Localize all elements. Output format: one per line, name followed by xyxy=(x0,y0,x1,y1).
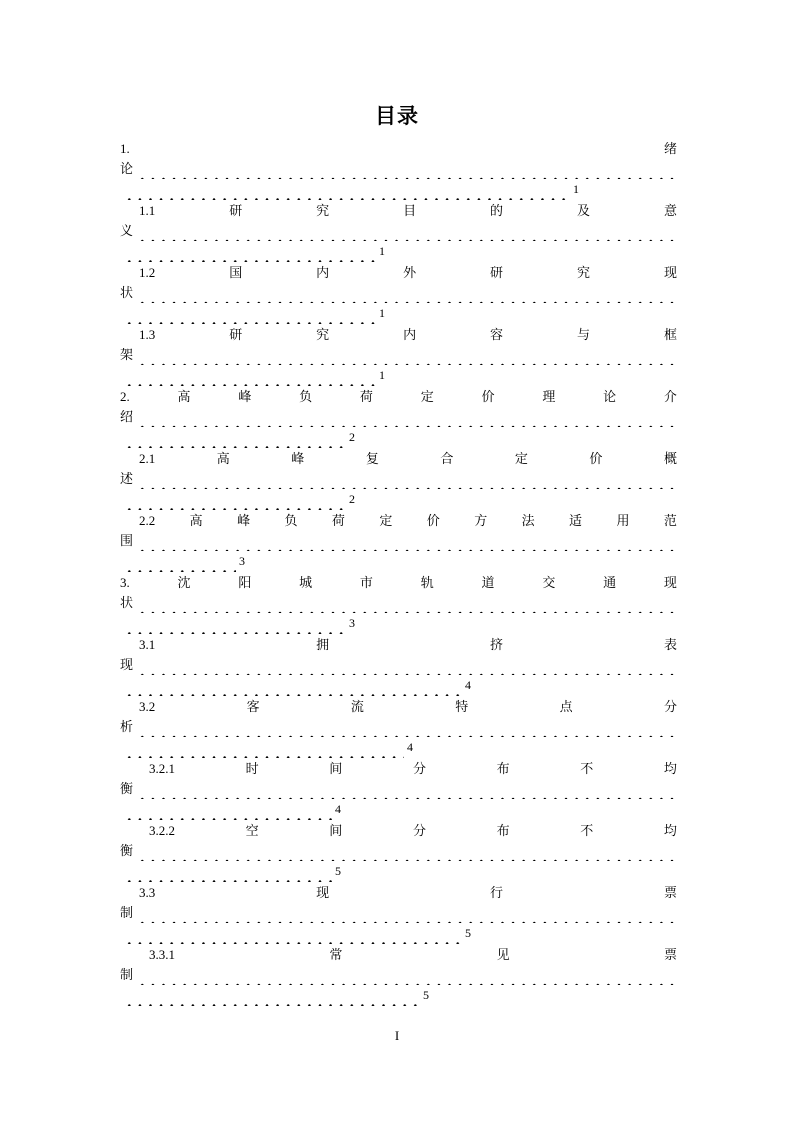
toc-entry-last-char: 衡 xyxy=(120,781,134,796)
toc-entry-char: 意 xyxy=(663,203,677,218)
toc-entry-heading-line xyxy=(120,510,677,531)
dot-leader xyxy=(135,221,677,241)
dot-leader xyxy=(135,345,677,365)
toc-entry-heading-line xyxy=(120,634,677,655)
toc-entry-last-char: 论 xyxy=(120,161,134,176)
toc-entry-leader-line xyxy=(120,407,677,427)
toc-entry-page-line xyxy=(120,799,677,820)
toc-entry-char: 挤 xyxy=(490,637,504,652)
toc-page-number: 3 xyxy=(239,554,245,568)
dot-leader xyxy=(122,303,376,324)
toc-entry[interactable] xyxy=(120,572,677,634)
toc-entry-heading-line xyxy=(120,882,677,903)
dot-leader xyxy=(122,365,376,386)
toc-entry-char: 高 xyxy=(216,451,230,466)
dot-leader xyxy=(135,841,677,861)
table-of-contents xyxy=(120,138,677,1006)
toc-entry-char: 定 xyxy=(379,513,393,528)
toc-entry-char: 客 xyxy=(246,699,260,714)
toc-page-number: 4 xyxy=(407,740,413,754)
dot-leader xyxy=(135,407,677,427)
toc-entry-char: 荷 xyxy=(359,389,373,404)
dot-leader xyxy=(135,531,677,551)
toc-entry-leader-line xyxy=(120,593,677,613)
toc-entry-char: 价 xyxy=(426,513,440,528)
toc-entry-char: 法 xyxy=(521,513,535,528)
toc-entry-last-char: 架 xyxy=(120,347,134,362)
toc-page-number: 3 xyxy=(349,616,355,630)
toc-entry-leader-line xyxy=(120,159,677,179)
toc-entry-last-char: 制 xyxy=(120,967,134,982)
toc-page-number: 1 xyxy=(379,306,385,320)
toc-entry-char: 通 xyxy=(603,575,617,590)
toc-entry[interactable] xyxy=(120,696,677,758)
toc-entry-number: 3.2.2 xyxy=(149,823,175,838)
toc-page-number: 5 xyxy=(423,988,429,1002)
toc-entry-char: 不 xyxy=(580,761,594,776)
toc-entry-char: 介 xyxy=(663,389,677,404)
toc-entry-char: 内 xyxy=(316,265,330,280)
toc-page-number: 2 xyxy=(349,492,355,506)
dot-leader xyxy=(122,799,332,820)
page-footer-number: I xyxy=(394,1028,400,1043)
toc-entry-char: 与 xyxy=(577,327,591,342)
toc-entry-char: 布 xyxy=(496,761,510,776)
toc-entry-number: 2.2 xyxy=(139,513,156,528)
toc-entry-number: 3. xyxy=(120,575,130,590)
toc-entry-char: 阳 xyxy=(238,575,252,590)
toc-entry-char: 高 xyxy=(177,389,191,404)
toc-entry-page-line xyxy=(120,241,677,262)
toc-entry-char: 的 xyxy=(490,203,504,218)
toc-entry-char: 究 xyxy=(577,265,591,280)
toc-entry-char: 价 xyxy=(481,389,495,404)
dot-leader xyxy=(122,613,346,634)
toc-entry-char: 外 xyxy=(403,265,417,280)
toc-entry-char: 道 xyxy=(481,575,495,590)
toc-entry-number: 1.3 xyxy=(139,327,156,342)
toc-entry-page-line xyxy=(120,737,677,758)
toc-entry[interactable] xyxy=(120,386,677,448)
toc-entry-char: 不 xyxy=(580,823,594,838)
toc-entry-page-line xyxy=(120,303,677,324)
dot-leader xyxy=(135,903,677,923)
toc-entry-number: 3.2.1 xyxy=(149,761,175,776)
toc-entry-char: 研 xyxy=(229,203,243,218)
toc-entry-char: 论 xyxy=(603,389,617,404)
toc-entry-char: 及 xyxy=(577,203,591,218)
toc-entry-char: 价 xyxy=(589,451,603,466)
toc-entry-heading-line xyxy=(120,820,677,841)
toc-entry-page-line xyxy=(120,923,677,944)
toc-entry-char: 研 xyxy=(229,327,243,342)
toc-entry-leader-line xyxy=(120,283,677,303)
dot-leader xyxy=(135,779,677,799)
toc-entry-char: 容 xyxy=(490,327,504,342)
toc-entry-number: 2.1 xyxy=(139,451,156,466)
toc-entry-char: 究 xyxy=(316,203,330,218)
dot-leader xyxy=(122,551,236,572)
toc-entry-char: 复 xyxy=(365,451,379,466)
toc-entry-page-line xyxy=(120,613,677,634)
dot-leader xyxy=(135,593,677,613)
toc-entry-char: 特 xyxy=(455,699,469,714)
toc-entry-last-char: 衡 xyxy=(120,843,134,858)
toc-entry-leader-line xyxy=(120,531,677,551)
toc-entry[interactable] xyxy=(120,882,677,944)
toc-entry-char: 用 xyxy=(616,513,630,528)
toc-entry-leader-line xyxy=(120,345,677,365)
toc-entry-char: 交 xyxy=(542,575,556,590)
toc-entry-heading-line xyxy=(120,758,677,779)
toc-entry-last-char: 状 xyxy=(120,595,134,610)
toc-entry-char: 负 xyxy=(299,389,313,404)
toc-entry-char: 见 xyxy=(496,947,510,962)
toc-entry-leader-line xyxy=(120,469,677,489)
toc-entry-char: 票 xyxy=(663,885,677,900)
toc-entry-heading-line xyxy=(120,696,677,717)
toc-entry-char: 理 xyxy=(542,389,556,404)
toc-entry-char: 分 xyxy=(412,761,426,776)
toc-page-number: 2 xyxy=(349,430,355,444)
toc-entry-leader-line xyxy=(120,779,677,799)
dot-leader xyxy=(135,159,677,179)
dot-leader xyxy=(135,469,677,489)
toc-entry-char: 间 xyxy=(329,761,343,776)
toc-entry-heading-line xyxy=(120,324,677,345)
toc-entry-page-line xyxy=(120,365,677,386)
toc-entry-last-char: 析 xyxy=(120,719,134,734)
toc-entry-number: 1.1 xyxy=(139,203,156,218)
toc-entry-number: 2. xyxy=(120,389,130,404)
dot-leader xyxy=(135,283,677,303)
toc-entry-char: 荷 xyxy=(331,513,345,528)
toc-entry-char: 峰 xyxy=(237,513,251,528)
toc-entry-char: 现 xyxy=(316,885,330,900)
toc-entry-leader-line xyxy=(120,903,677,923)
toc-entry-char: 高 xyxy=(189,513,203,528)
toc-entry-heading-line xyxy=(120,944,677,965)
toc-entry-char: 行 xyxy=(490,885,504,900)
toc-entry[interactable] xyxy=(120,138,677,200)
toc-entry-char: 市 xyxy=(359,575,373,590)
toc-entry-page-line xyxy=(120,179,677,200)
toc-entry-char: 方 xyxy=(474,513,488,528)
toc-page-number: 1 xyxy=(379,368,385,382)
toc-entry-page-line xyxy=(120,985,677,1006)
toc-entry[interactable] xyxy=(120,262,677,324)
toc-entry-char: 常 xyxy=(329,947,343,962)
toc-entry-char: 轨 xyxy=(420,575,434,590)
toc-entry-char: 绪 xyxy=(663,141,677,156)
toc-entry-char: 适 xyxy=(569,513,583,528)
toc-entry-heading-line xyxy=(120,386,677,407)
toc-entry-char: 定 xyxy=(420,389,434,404)
toc-entry-last-char: 绍 xyxy=(120,409,134,424)
toc-entry[interactable] xyxy=(120,324,677,386)
toc-entry-char: 究 xyxy=(316,327,330,342)
toc-entry[interactable] xyxy=(120,944,677,1006)
toc-entry-char: 分 xyxy=(412,823,426,838)
toc-entry-last-char: 状 xyxy=(120,285,134,300)
dot-leader xyxy=(135,655,677,675)
toc-entry-char: 现 xyxy=(663,265,677,280)
dot-leader xyxy=(122,737,404,758)
toc-entry-number: 3.3 xyxy=(139,885,156,900)
toc-entry-char: 负 xyxy=(284,513,298,528)
toc-entry-page-line xyxy=(120,427,677,448)
toc-entry-char: 拥 xyxy=(316,637,330,652)
toc-entry-heading-line xyxy=(120,572,677,593)
toc-page-number: 4 xyxy=(465,678,471,692)
toc-entry-char: 现 xyxy=(663,575,677,590)
toc-entry-page-line xyxy=(120,489,677,510)
toc-entry-leader-line xyxy=(120,717,677,737)
toc-entry-char: 概 xyxy=(663,451,677,466)
toc-page-number: 5 xyxy=(465,926,471,940)
toc-entry-char: 均 xyxy=(663,823,677,838)
toc-entry-char: 布 xyxy=(496,823,510,838)
toc-page-number: 1 xyxy=(573,182,579,196)
toc-entry-char: 均 xyxy=(663,761,677,776)
toc-entry-leader-line xyxy=(120,221,677,241)
toc-entry[interactable] xyxy=(120,448,677,510)
toc-entry-char: 城 xyxy=(299,575,313,590)
toc-entry[interactable] xyxy=(120,634,677,696)
toc-entry-char: 定 xyxy=(514,451,528,466)
toc-entry-char: 国 xyxy=(229,265,243,280)
toc-entry-char: 空 xyxy=(245,823,259,838)
toc-entry-number: 3.3.1 xyxy=(149,947,175,962)
toc-entry[interactable] xyxy=(120,200,677,262)
toc-entry-char: 框 xyxy=(663,327,677,342)
toc-entry-page-line xyxy=(120,675,677,696)
dot-leader xyxy=(122,985,420,1006)
toc-entry-page-line xyxy=(120,551,677,572)
toc-entry-number: 3.1 xyxy=(139,637,156,652)
dot-leader xyxy=(122,489,346,510)
toc-entry-char: 分 xyxy=(663,699,677,714)
toc-entry-char: 票 xyxy=(663,947,677,962)
toc-page-number: 4 xyxy=(335,802,341,816)
toc-entry-char: 内 xyxy=(403,327,417,342)
toc-entry-char: 间 xyxy=(329,823,343,838)
toc-entry-last-char: 述 xyxy=(120,471,134,486)
dot-leader xyxy=(122,241,376,262)
toc-entry-leader-line xyxy=(120,965,677,985)
toc-entry-char: 时 xyxy=(245,761,259,776)
toc-entry[interactable] xyxy=(120,510,677,572)
toc-entry-char: 峰 xyxy=(238,389,252,404)
toc-page-number: 1 xyxy=(379,244,385,258)
toc-entry-number: 3.2 xyxy=(139,699,156,714)
toc-entry-heading-line xyxy=(120,138,677,159)
toc-entry-char: 沈 xyxy=(177,575,191,590)
toc-entry-last-char: 现 xyxy=(120,657,134,672)
toc-entry-page-line xyxy=(120,861,677,882)
toc-entry-number: 1. xyxy=(120,141,130,156)
toc-entry-last-char: 制 xyxy=(120,905,134,920)
toc-entry-last-char: 围 xyxy=(120,533,134,548)
toc-entry[interactable] xyxy=(120,758,677,820)
dot-leader xyxy=(135,717,677,737)
toc-entry[interactable] xyxy=(120,820,677,882)
dot-leader xyxy=(122,923,462,944)
toc-entry-heading-line xyxy=(120,200,677,221)
toc-entry-char: 流 xyxy=(350,699,364,714)
toc-entry-char: 合 xyxy=(440,451,454,466)
toc-entry-char: 研 xyxy=(490,265,504,280)
toc-entry-last-char: 义 xyxy=(120,223,134,238)
toc-title: 目录 xyxy=(375,104,419,128)
toc-entry-char: 点 xyxy=(559,699,573,714)
dot-leader xyxy=(122,675,462,696)
toc-entry-leader-line xyxy=(120,841,677,861)
toc-entry-heading-line xyxy=(120,262,677,283)
toc-page-number: 5 xyxy=(335,864,341,878)
toc-entry-number: 1.2 xyxy=(139,265,156,280)
dot-leader xyxy=(122,427,346,448)
toc-entry-char: 目 xyxy=(403,203,417,218)
dot-leader xyxy=(122,179,570,200)
toc-entry-char: 范 xyxy=(663,513,677,528)
dot-leader xyxy=(122,861,332,882)
toc-entry-char: 峰 xyxy=(291,451,305,466)
toc-entry-char: 表 xyxy=(663,637,677,652)
toc-entry-heading-line xyxy=(120,448,677,469)
toc-entry-leader-line xyxy=(120,655,677,675)
dot-leader xyxy=(135,965,677,985)
